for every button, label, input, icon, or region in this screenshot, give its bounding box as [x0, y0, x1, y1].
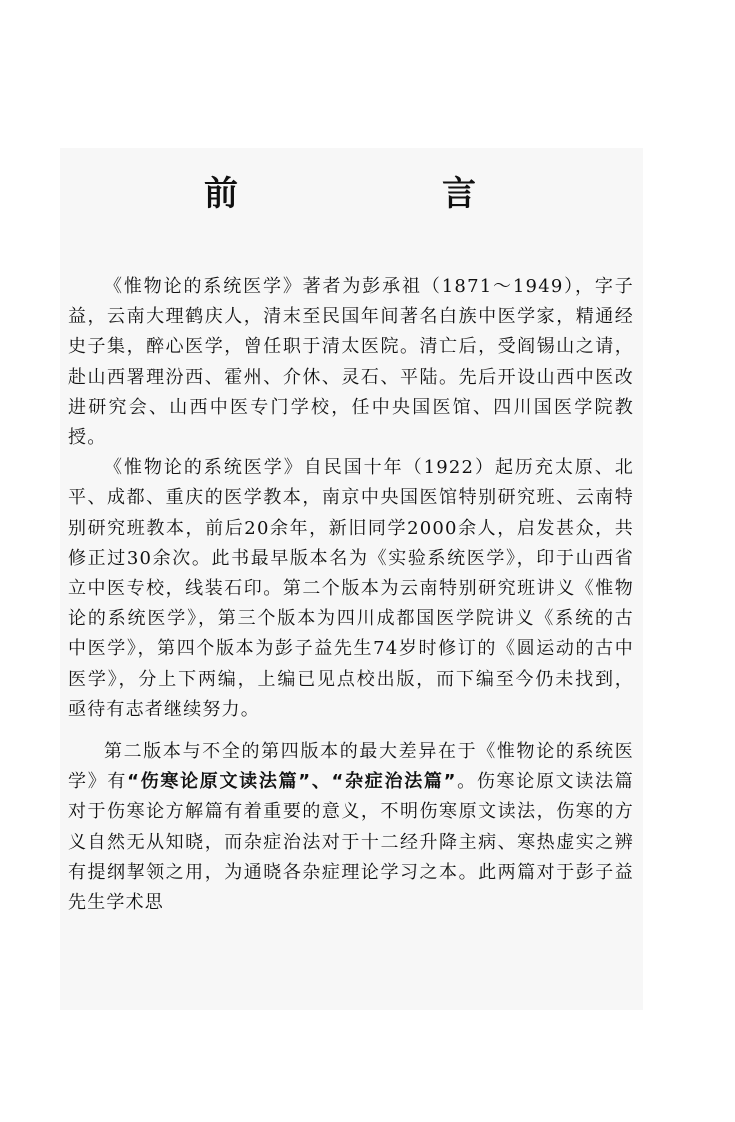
- paragraph-versions: 《惟物论的系统医学》自民国十年（1922）起历充太原、北平、成都、重庆的医学教本，南京中央国医馆特别研究班、云南特别研究班教本，前后20余年，新旧同学2000余人，启发甚众，共修正过30余次。此书最早版本名为《实验系统医学》，印于山西省立中医专校，线装石印。第二个版本为云南特别研究班讲义《惟物论的系统医学》，第三个版本为四川成都国医学院讲义《系统的古中医学》，第四个版本为彭子益先生74岁时修订的《圆运动的古中医学》，分上下两编，上编已见点校出版，而下编至今仍未找到，亟待有志者继续努力。: [68, 457, 634, 720]
- paragraph-differences-end: 。伤寒论原文读法篇对于伤寒论方解篇有着重要的意义，不明伤寒原文读法，伤寒的方义自然无从知晓，而杂症治法对于十二经升降主病、寒热虚实之辨有提纲挈领之用，为通晓各杂症理论学习之本。此两篇对于彭子益先生学术思: [68, 771, 634, 914]
- paragraph-differences-start: 第二版本与不全的第四版本的最大差异在于《惟物论的系统医学》有: [68, 741, 634, 793]
- paragraph-author-bio: 《惟物论的系统医学》著者为彭承祖（1871～1949），字子益，云南大理鹤庆人，清末至民国年间著名白族中医学家，精通经史子集，醉心医学，曾任职于清太医院。清亡后，受阎锡山之请，赴山西署理汾西、霍州、介休、灵石、平陆。先后开设山西中医改进研究会、山西中医专门学校，任中央国医馆、四川国医学院教授。: [68, 276, 634, 449]
- page-title: 前 言: [204, 173, 561, 214]
- preface-body: [68, 272, 634, 918]
- bold-chapter-titles: “伤寒论原文读法篇”、“杂症治法篇”: [127, 771, 457, 793]
- paragraph-differences: [68, 737, 634, 918]
